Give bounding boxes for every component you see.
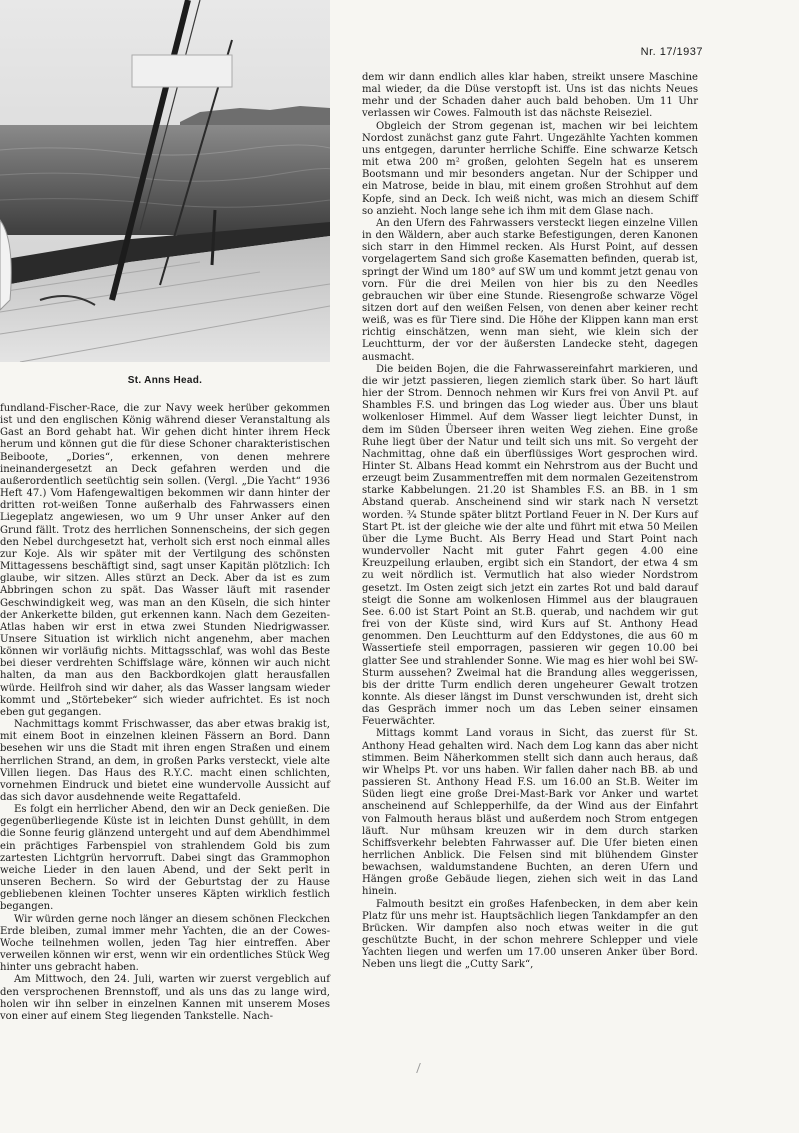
paragraph: Obgleich der Strom gegenan ist, machen wir bei leichtem Nordost zunächst ganz gute Fahrt. Ungezählte Yachten kommen uns entgegen, darunter herrliche Schiffe. Eine schwarze Ketsch mit etwa 200 m² großen, gelohten Segeln hat es unserem Bootsmann und mir besonders angetan. Nur der Schipper und ein Matrose, beide in blau, mit einem großen Strohhut auf dem Kopfe, sind an Deck. Ich weiß nicht, was mich an diesem Schiff so anzieht. Noch lange sehe ich ihm mit dem Glase nach. bbox=[362, 120, 698, 217]
paragraph: fundland-Fischer-Race, die zur Navy week herüber gekommen ist und den englischen König während dieser Veranstaltung als Gast an Bord gehabt hat. Wir gehen dicht hinter ihrem Heck herum und können gut die für diese Schoner charakteristischen Beiboote, „Dories“, erkennen, von denen mehrere ineinandergesetzt an Deck gefahren werden und die außerordentlich seetüchtig sein sollen. (Vergl. „Die Yacht“ 1936 Heft 47.) Vom Hafengewaltigen bekommen wir dann hinter der dritten rot-weißen Tonne außerhalb des Fahrwassers einen Liegeplatz angewiesen, wo um 9 Uhr unser Anker auf den Grund fällt. Trotz des herrlichen Sonnenscheins, der sich gegen den Nebel durchgesetzt hat, verholt sich erst noch einmal alles zur Koje. Als wir später mit der Vertilgung des schönsten Mittagessens beschäftigt sind, sagt unser Kapitän plötzlich: Ich glaube, wir sitzen. Alles stürzt an Deck. Aber da ist es zum Abbringen schon zu spät. Das Wasser läuft mit rasender Geschwindigkeit weg, was man an den Küseln, die sich hinter der Ankerkette bilden, gut erkennen kann. Nach dem Gezeiten-Atlas haben wir erst in etwa zwei Stunden Niedrigwasser. Unsere Situation ist wirklich nicht angenehm, aber machen können wir vorläufig nichts. Mittagsschlaf, was wohl das Beste bei dieser verdrehten Schiffslage wäre, können wir auch nicht halten, da man aus den Backbordkojen glatt herausfallen würde. Heilfroh sind wir daher, als das Wasser langsam wieder kommt und „Störtebeker“ sich wieder aufrichtet. Es ist noch eben gut gegangen. bbox=[0, 403, 330, 718]
paragraph: Am Mittwoch, den 24. Juli, warten wir zuerst vergeblich auf den versprochenen Brennstoff, und als uns das zu lange wird, holen wir ihn selber in einzelnen Kannen mit unserem Moses von einer auf einem Steg liegenden Tankstelle. Nach- bbox=[0, 974, 330, 1022]
page-number: Nr. 17/1937 bbox=[640, 46, 703, 58]
paragraph: Es folgt ein herrlicher Abend, den wir an Deck genießen. Die gegenüberliegende Küste ist in leichten Dunst gehüllt, in dem die Sonne feurig glänzend untergeht und auf dem Abendhimmel ein prächtiges Farbenspiel von strahlendem Gold bis zum zartesten Lichtgrün hervorruft. Dabei singt das Grammophon weiche Lieder in den lauen Abend, und der Sekt perlt in unseren Bechern. So wird der Geburtstag der zu Hause gebliebenen kleinen Tochter unseres Käpten wirklich festlich begangen. bbox=[0, 804, 330, 913]
sea-photo-image bbox=[0, 0, 330, 362]
paragraph: Wir würden gerne noch länger an diesem schönen Fleckchen Erde bleiben, zumal immer mehr Yachten, die an der Cowes-Woche teilnehmen wollen, jeden Tag hier eintreffen. Aber verweilen können wir erst, wenn wir ein ordentliches Stück Weg hinter uns gebracht haben. bbox=[0, 913, 330, 974]
paragraph: Falmouth besitzt ein großes Hafenbecken, in dem aber kein Platz für uns mehr ist. Hauptsächlich liegen Tankdampfer an den Brücken. Wir dampfen also noch etwas weiter in die gut geschützte Bucht, in der schon mehrere Schlepper und viele Yachten liegen und werfen um 17.00 unseren Anker über Bord. Neben uns liegt die „Cutty Sark“, bbox=[362, 898, 698, 971]
paragraph: Mittags kommt Land voraus in Sicht, das zuerst für St. Anthony Head gehalten wird. Nach dem Log kann das aber nicht stimmen. Beim Näherkommen stellt sich dann auch heraus, daß wir Whelps Pt. vor uns haben. Wir fallen daher nach BB. ab und passieren St. Anthony Head F.S. um 16.00 an St.B. Weiter im Süden liegt eine große Drei-Mast-Bark vor Anker und wartet anscheinend auf Schlepperhilfe, da der Wind aus der Einfahrt von Falmouth heraus bläst und außerdem noch Strom entgegen läuft. Nur mühsam kreuzen wir in dem durch starken Schiffsverkehr belebten Fahrwasser auf. Die Ufer bieten einen herrlichen Anblick. Die Felsen sind mit blühendem Ginster bewachsen, waldumstandene Buchten, an deren Ufern und Hängen große Gebäude liegen, ziehen sich weit in das Land hinein. bbox=[362, 728, 698, 898]
right-text-column bbox=[362, 72, 698, 972]
paragraph: Die beiden Bojen, die die Fahrwassereinfahrt markieren, und die wir jetzt passieren, liegen ziemlich stark über. So hart läuft hier der Strom. Dennoch nehmen wir Kurs frei von Anvil Pt. auf Shambles F.S. und bringen das Log wieder aus. Über uns blaut wolkenloser Himmel. Auf dem Wasser liegt leichter Dunst, in dem im Süden Überseer ihren weiten Weg ziehen. Eine große Ruhe liegt über der Natur und teilt sich uns mit. So vergeht der Nachmittag, ohne daß ein überflüssiges Wort gesprochen wird. Hinter St. Albans Head kommt ein Nehrstrom aus der Bucht und erzeugt beim Zusammentreffen mit dem normalen Gezeitenstrom starke Kabbelungen. 21.20 ist Shambles F.S. an BB. in 1 sm Abstand querab. Anscheinend sind wir stark nach N versetzt worden. ¾ Stunde später blitzt Portland Feuer in N. Der Kurs auf Start Pt. ist der gleiche wie der alte und führt mit etwa 50 Meilen über die Lyme Bucht. Als Berry Head und Start Point nach wundervoller Nacht mit guter Fahrt gegen 4.00 eine Kreuzpeilung erlauben, ergibt sich ein Standort, der etwa 4 sm zu weit nördlich ist. Vermutlich hat also wieder Nordstrom gesetzt. Im Osten zeigt sich jetzt ein zartes Rot und bald darauf steigt die Sonne am wolkenlosen Himmel aus der blaugrauen See. 6.00 ist Start Point an St.B. querab, und nachdem wir gut frei von der Küste sind, wird Kurs auf St. Anthony Head genommen. Den Leuchtturm auf den Eddystones, die aus 60 m Wassertiefe steil emporragen, passieren wir gegen 10.00 bei glatter See und strahlender Sonne. Wie mag es hier wohl bei SW-Sturm aussehen? Zweimal hat die Brandung alles weggerissen, bis der dritte Turm endlich deren ungeheurer Gewalt trotzen konnte. Als dieser längst im Dunst verschwunden ist, dreht sich das Gespräch immer noch um das Leben seiner einsamen Feuerwächter. bbox=[362, 363, 698, 728]
photo-st-anns-head bbox=[0, 0, 330, 362]
paragraph: dem wir dann endlich alles klar haben, streikt unsere Maschine mal wieder, da die Düse verstopft ist. Uns ist das nichts Neues mehr und der Schaden daher auch bald behoben. Um 11 Uhr verlassen wir Cowes. Falmouth ist das nächste Reiseziel. bbox=[362, 72, 698, 120]
left-text-column bbox=[0, 403, 330, 1023]
ink-mark bbox=[416, 1063, 427, 1073]
paragraph: An den Ufern des Fahrwassers versteckt liegen einzelne Villen in den Wäldern, aber auch starke Befestigungen, deren Kanonen sich starr in den Himmel recken. Als Hurst Point, auf dessen vorgelagertem Sand sich große Kasematten befinden, querab ist, springt der Wind um 180° auf SW um und kommt jetzt genau von vorn. Für die drei Meilen von hier bis zu den Needles gebrauchen wir über eine Stunde. Riesengroße schwarze Vögel sitzen dort auf den weißen Felsen, von denen aber keiner recht weiß, was es für Tiere sind. Die Höhe der Klippen kann man erst richtig einschätzen, wenn man sieht, wie klein sich der Leuchtturm, der vor der äußersten Landecke steht, dagegen ausmacht. bbox=[362, 217, 698, 363]
paragraph: Nachmittags kommt Frischwasser, das aber etwas brakig ist, mit einem Boot in einzelnen kleinen Fässern an Bord. Dann besehen wir uns die Stadt mit ihren engen Straßen und einem herrlichen Strand, an dem, in großen Parks versteckt, viele alte Villen liegen. Das Haus des R.Y.C. macht einen schlichten, vornehmen Eindruck und bietet eine wundervolle Aussicht auf das sich davor ausdehnende weite Regattafeld. bbox=[0, 719, 330, 803]
photo-caption: St. Anns Head. bbox=[127, 375, 203, 386]
